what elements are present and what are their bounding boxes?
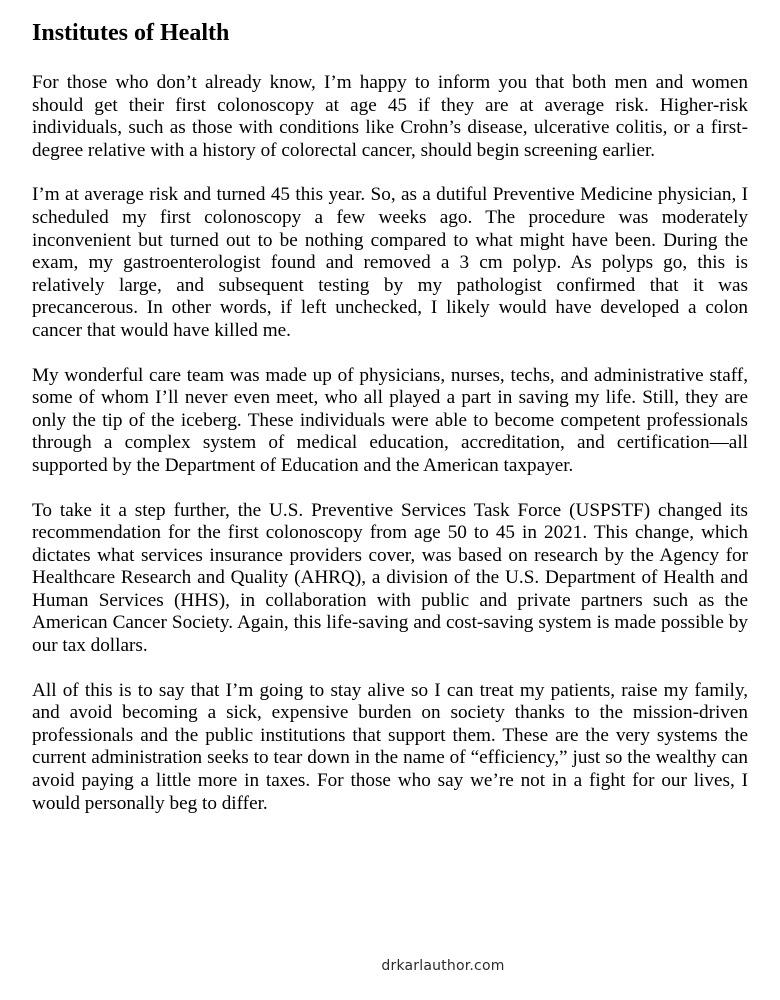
paragraph-care-team: My wonderful care team was made up of physicians, nurses, techs, and administrative staff, some of whom I’ll never even meet, who all played a part in saving my life. Still, they are only the tip of the iceberg. These individuals were able to become competent professionals through a complex system of medical education, accreditation, and certification—all supported by the Department of Education and the American taxpayer. bbox=[32, 364, 748, 476]
paragraph-uspstf-recommendation: To take it a step further, the U.S. Preventive Services Task Force (USPSTF) changed its recommendation for the first colonoscopy from age 50 to 45 in 2021. This change, which dictates what services insurance providers cover, was based on research by the Agency for Healthcare Research and Quality (AHRQ), a division of the U.S. Department of Health and Human Services (HHS), in collaboration with public and private partners such as the American Cancer Society. Again, this life-saving and cost-saving system is made possible by our tax dollars. bbox=[32, 499, 748, 657]
footer-website: drkarlauthor.com bbox=[381, 958, 505, 974]
paragraph-personal-colonoscopy: I’m at average risk and turned 45 this year. So, as a dutiful Preventive Medicine physician, I scheduled my first colonoscopy a few weeks ago. The procedure was moderately inconvenient but turned out to be nothing compared to what might have been. During the exam, my gastroenterologist found and removed a 3 cm polyp. As polyps go, this is relatively large, and subsequent testing by my pathologist confirmed that it was precancerous. In other words, if left unchecked, I likely would have developed a colon cancer that would have killed me. bbox=[32, 184, 748, 341]
document-heading: Institutes of Health bbox=[32, 20, 230, 46]
paragraph-screening-guidelines: For those who don’t already know, I’m happy to inform you that both men and women should get their first colonoscopy at age 45 if they are at average risk. Higher-risk individuals, such as those with conditions like Crohn’s disease, ulcerative colitis, or a first-degree relative with a history of colorectal cancer, should begin screening earlier. bbox=[32, 72, 748, 161]
paragraph-conclusion: All of this is to say that I’m going to stay alive so I can treat my patients, raise my family, and avoid becoming a sick, expensive burden on society thanks to the mission-driven professionals and the public institutions that support them. These are the very systems the current administration seeks to tear down in the name of “efficiency,” just so the wealthy can avoid paying a little more in taxes. For those who say we’re not in a fight for our lives, I would personally beg to differ. bbox=[32, 679, 748, 814]
document-page bbox=[32, 14, 748, 815]
